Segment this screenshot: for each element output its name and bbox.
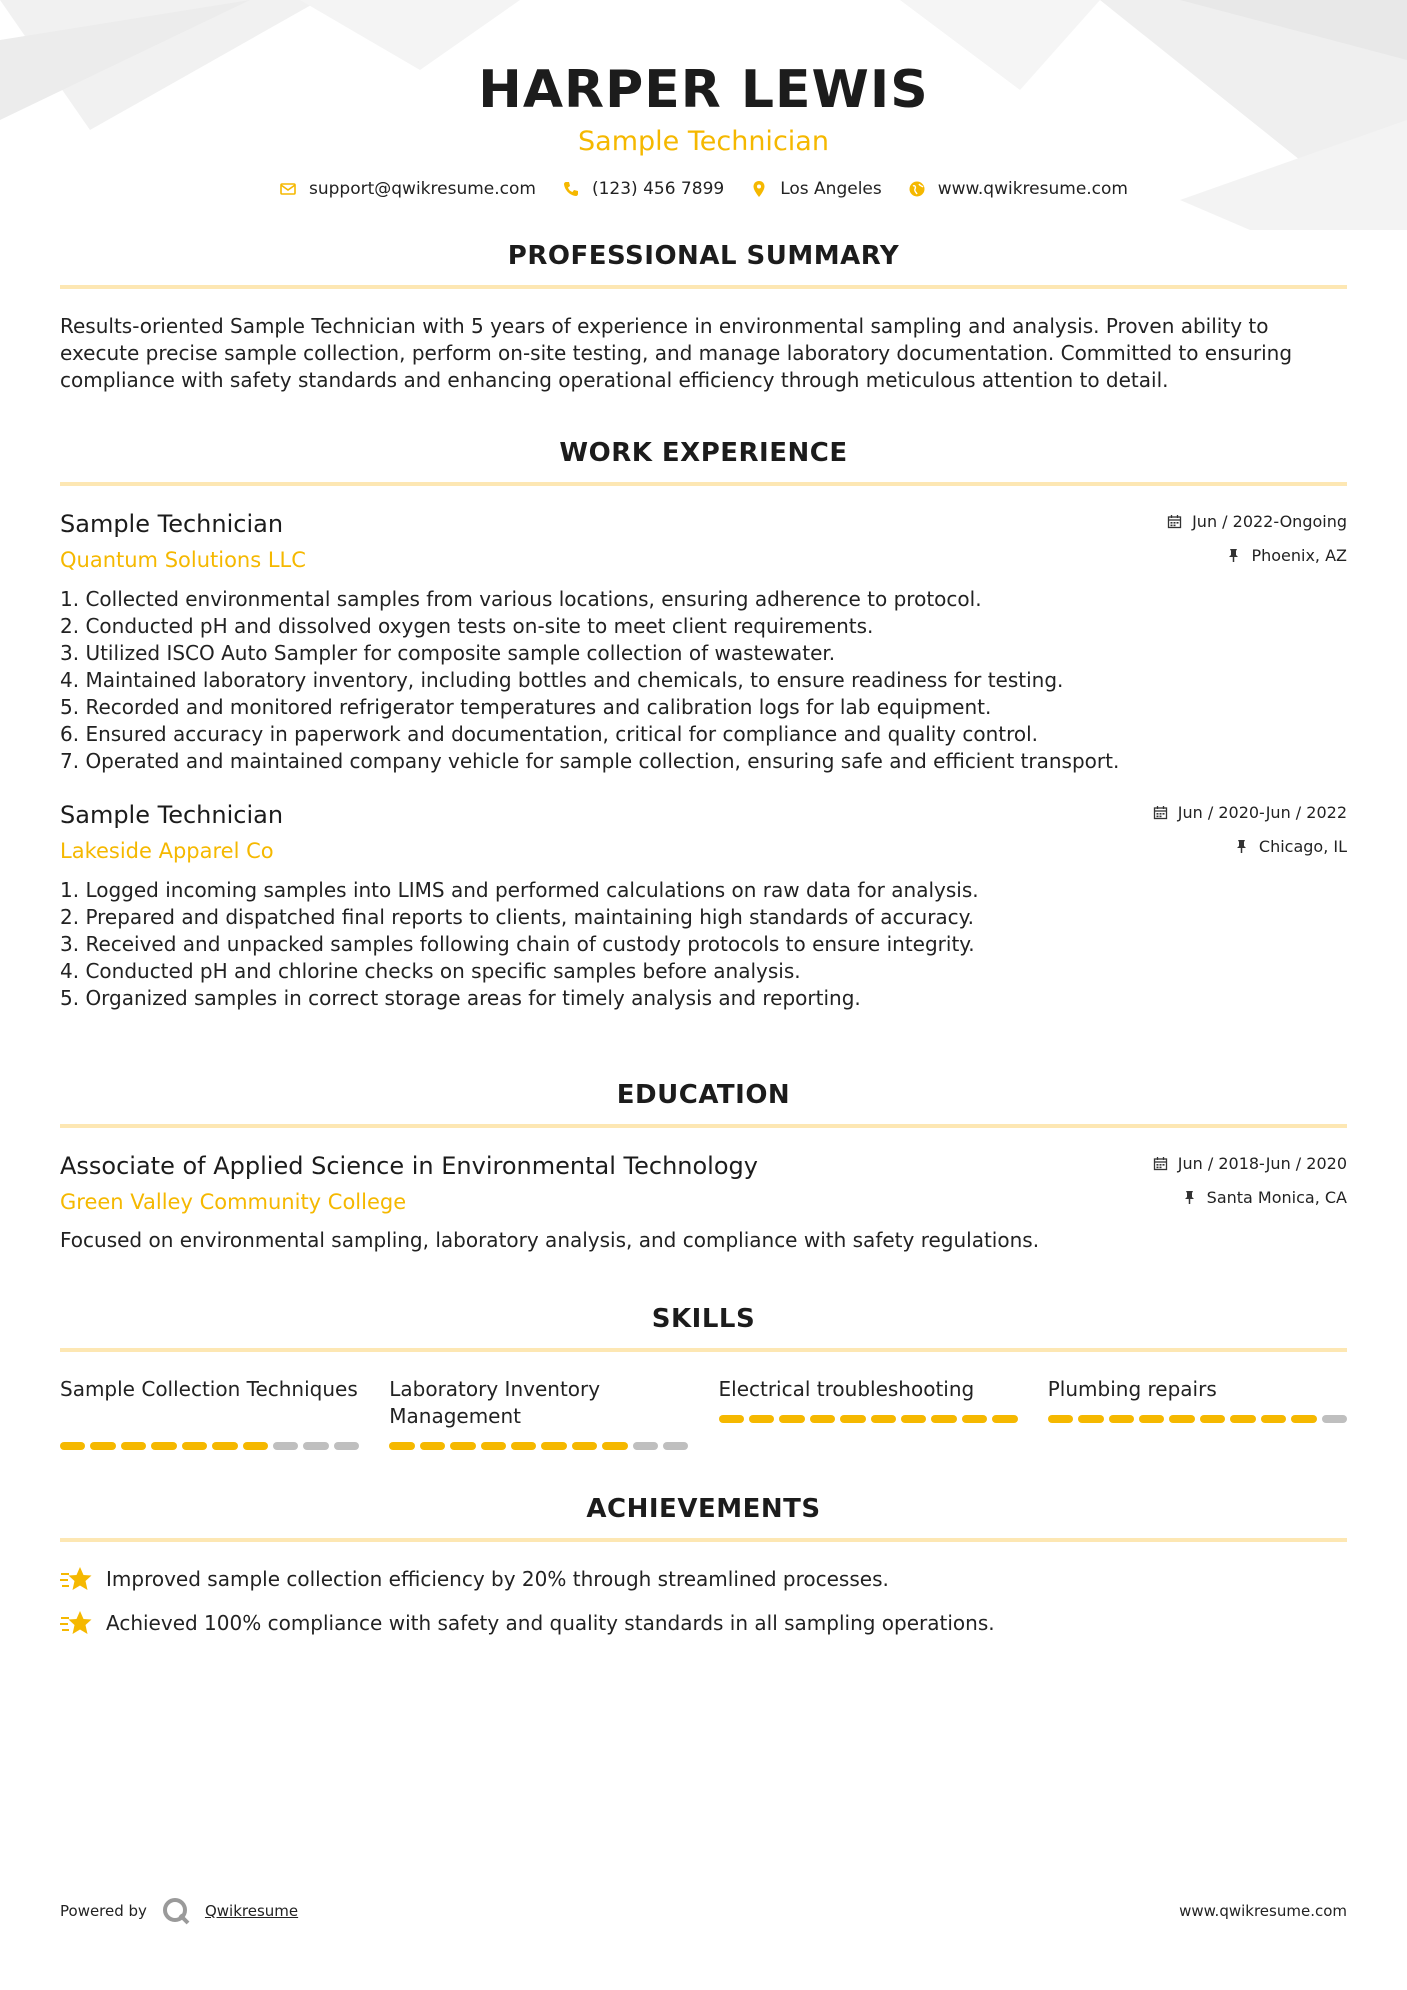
contact-website[interactable] [908,179,1128,199]
list-item: 7. Operated and maintained company vehicle for sample collection, ensuring safe and efficient transport. [60,749,1120,773]
job-location: Chicago, IL [1258,836,1347,856]
skill-dot-filled [481,1442,506,1450]
skill-rating [60,1442,359,1450]
skill-dot-filled [212,1442,237,1450]
skill-dot-filled [931,1415,956,1423]
qwikresume-link[interactable]: Qwikresume [204,1902,299,1920]
skill-dot-filled [810,1415,835,1423]
job-dates: Jun / 2020-Jun / 2022 [1177,802,1347,822]
list-item [60,1564,1347,1594]
achievement-text: Achieved 100% compliance with safety and quality standards in all sampling operations. [106,1611,995,1635]
skill-dot-filled [1139,1415,1164,1423]
star-icon [60,1609,92,1637]
powered-by [60,1896,298,1926]
skill-item [389,1376,688,1450]
achievement-text: Improved sample collection efficiency by 20% through streamlined processes. [106,1567,889,1591]
calendar-icon [1153,1156,1168,1171]
skill-name: Electrical troubleshooting [718,1377,975,1401]
education-description: Focused on environmental sampling, laboratory analysis, and compliance with safety regulations. [60,1228,1040,1252]
skill-name: Laboratory Inventory Management [389,1377,601,1428]
envelope-icon [279,180,297,198]
list-item: 5. Organized samples in correct storage areas for timely analysis and reporting. [60,986,861,1010]
resume-header [0,0,1407,199]
skill-dot-filled [389,1442,414,1450]
list-item: 4. Conducted pH and chlorine checks on specific samples before analysis. [60,959,801,983]
skill-name: Sample Collection Techniques [60,1377,358,1401]
education-section [60,1080,1347,1252]
skill-dot-empty [273,1442,298,1450]
skill-dot-filled [420,1442,445,1450]
map-pin-icon [750,180,768,198]
skill-dot-filled [572,1442,597,1450]
skill-dot-filled [450,1442,475,1450]
skill-dot-filled [243,1442,268,1450]
skill-dot-filled [962,1415,987,1423]
skill-dot-filled [1291,1415,1316,1423]
skill-dot-filled [511,1442,536,1450]
skill-dot-filled [1261,1415,1286,1423]
calendar-icon [1153,805,1168,820]
list-item: 1. Collected environmental samples from various locations, ensuring adherence to protocol. [60,587,982,611]
skill-item [719,1376,1018,1450]
powered-by-label: Powered by [60,1902,147,1920]
experience-title: WORK EXPERIENCE [60,438,1347,486]
skill-dot-filled [1078,1415,1103,1423]
skill-dot-empty [303,1442,328,1450]
job-entry [60,801,1347,1012]
list-item: 1. Logged incoming samples into LIMS and performed calculations on raw data for analysis. [60,878,979,902]
contact-phone[interactable] [562,179,724,199]
globe-icon [908,180,926,198]
skill-item [1048,1376,1347,1450]
pushpin-icon [1234,839,1249,854]
skill-dot-filled [60,1442,85,1450]
skills-section [60,1304,1347,1450]
job-location: Phoenix, AZ [1251,545,1347,565]
skill-dot-filled [719,1415,744,1423]
skill-dot-empty [1322,1415,1347,1423]
job-company: Lakeside Apparel Co [60,839,274,863]
summary-section [60,241,1347,394]
job-bullets [60,586,1347,775]
summary-text: Results-oriented Sample Technician with 5 years of experience in environmental sampling and analysis. Proven ability to execute precise sample collection, perform on-site testing, and manage laboratory documentation. Committed to ensuring compliance with safety standards and enhancing operational efficiency through meticulous attention to detail. [60,314,1293,392]
skill-dot-filled [871,1415,896,1423]
skill-rating [719,1415,1018,1423]
skill-dot-filled [182,1442,207,1450]
email-text: support@qwikresume.com [309,179,536,199]
skill-dot-filled [541,1442,566,1450]
footer-website[interactable]: www.qwikresume.com [1179,1902,1347,1920]
candidate-role: Sample Technician [578,126,829,157]
education-entry [60,1152,1347,1252]
list-item: 4. Maintained laboratory inventory, including bottles and chemicals, to ensure readiness for testing. [60,668,1064,692]
summary-title: PROFESSIONAL SUMMARY [60,241,1347,289]
achievements-section [60,1494,1347,1638]
education-location: Santa Monica, CA [1206,1187,1347,1207]
skills-grid [60,1376,1347,1450]
skill-dot-filled [1169,1415,1194,1423]
skill-name: Plumbing repairs [1047,1377,1217,1401]
skill-dot-filled [1230,1415,1255,1423]
skill-dot-empty [663,1442,688,1450]
skill-rating [1048,1415,1347,1423]
pushpin-icon [1226,548,1241,563]
job-dates: Jun / 2022-Ongoing [1192,511,1347,531]
list-item: 2. Prepared and dispatched final reports to clients, maintaining high standards of accuracy. [60,905,975,929]
list-item: 6. Ensured accuracy in paperwork and documentation, critical for compliance and quality control. [60,722,1039,746]
contact-email[interactable] [279,179,536,199]
skill-dot-empty [633,1442,658,1450]
pushpin-icon [1182,1190,1197,1205]
list-item: 5. Recorded and monitored refrigerator temperatures and calibration logs for lab equipment. [60,695,992,719]
education-title: EDUCATION [60,1080,1347,1128]
skill-dot-empty [334,1442,359,1450]
qwikresume-logo-icon [161,1896,191,1926]
skill-dot-filled [1200,1415,1225,1423]
education-dates: Jun / 2018-Jun / 2020 [1177,1153,1347,1173]
skill-dot-filled [992,1415,1017,1423]
skill-dot-filled [1048,1415,1073,1423]
location-text: Los Angeles [780,179,882,199]
skill-dot-filled [602,1442,627,1450]
experience-section [60,438,1347,1012]
website-text: www.qwikresume.com [937,179,1128,199]
phone-icon [562,180,580,198]
skill-dot-filled [1109,1415,1134,1423]
contact-location [750,179,882,199]
job-company: Quantum Solutions LLC [60,548,306,572]
achievements-list [60,1564,1347,1638]
list-item: 3. Received and unpacked samples following chain of custody protocols to ensure integrity. [60,932,975,956]
degree-title: Associate of Applied Science in Environmental Technology [60,1152,758,1180]
job-entry [60,510,1347,775]
candidate-name: HARPER LEWIS [478,60,929,120]
contact-bar [0,179,1407,199]
skills-title: SKILLS [60,1304,1347,1352]
skill-dot-filled [779,1415,804,1423]
list-item [60,1608,1347,1638]
page-footer [60,1896,1347,1926]
job-title: Sample Technician [60,801,284,829]
skill-dot-filled [151,1442,176,1450]
job-bullets [60,877,1347,1012]
phone-text: (123) 456 7899 [591,179,725,199]
list-item: 3. Utilized ISCO Auto Sampler for composite sample collection of wastewater. [60,641,836,665]
skill-dot-filled [90,1442,115,1450]
skill-dot-filled [749,1415,774,1423]
skill-rating [389,1442,688,1450]
star-icon [60,1565,92,1593]
skill-dot-filled [840,1415,865,1423]
calendar-icon [1167,514,1182,529]
school-name: Green Valley Community College [60,1190,407,1214]
skill-dot-filled [901,1415,926,1423]
job-title: Sample Technician [60,510,284,538]
achievements-title: ACHIEVEMENTS [60,1494,1347,1542]
list-item: 2. Conducted pH and dissolved oxygen tests on-site to meet client requirements. [60,614,874,638]
skill-dot-filled [121,1442,146,1450]
skill-item [60,1376,359,1450]
